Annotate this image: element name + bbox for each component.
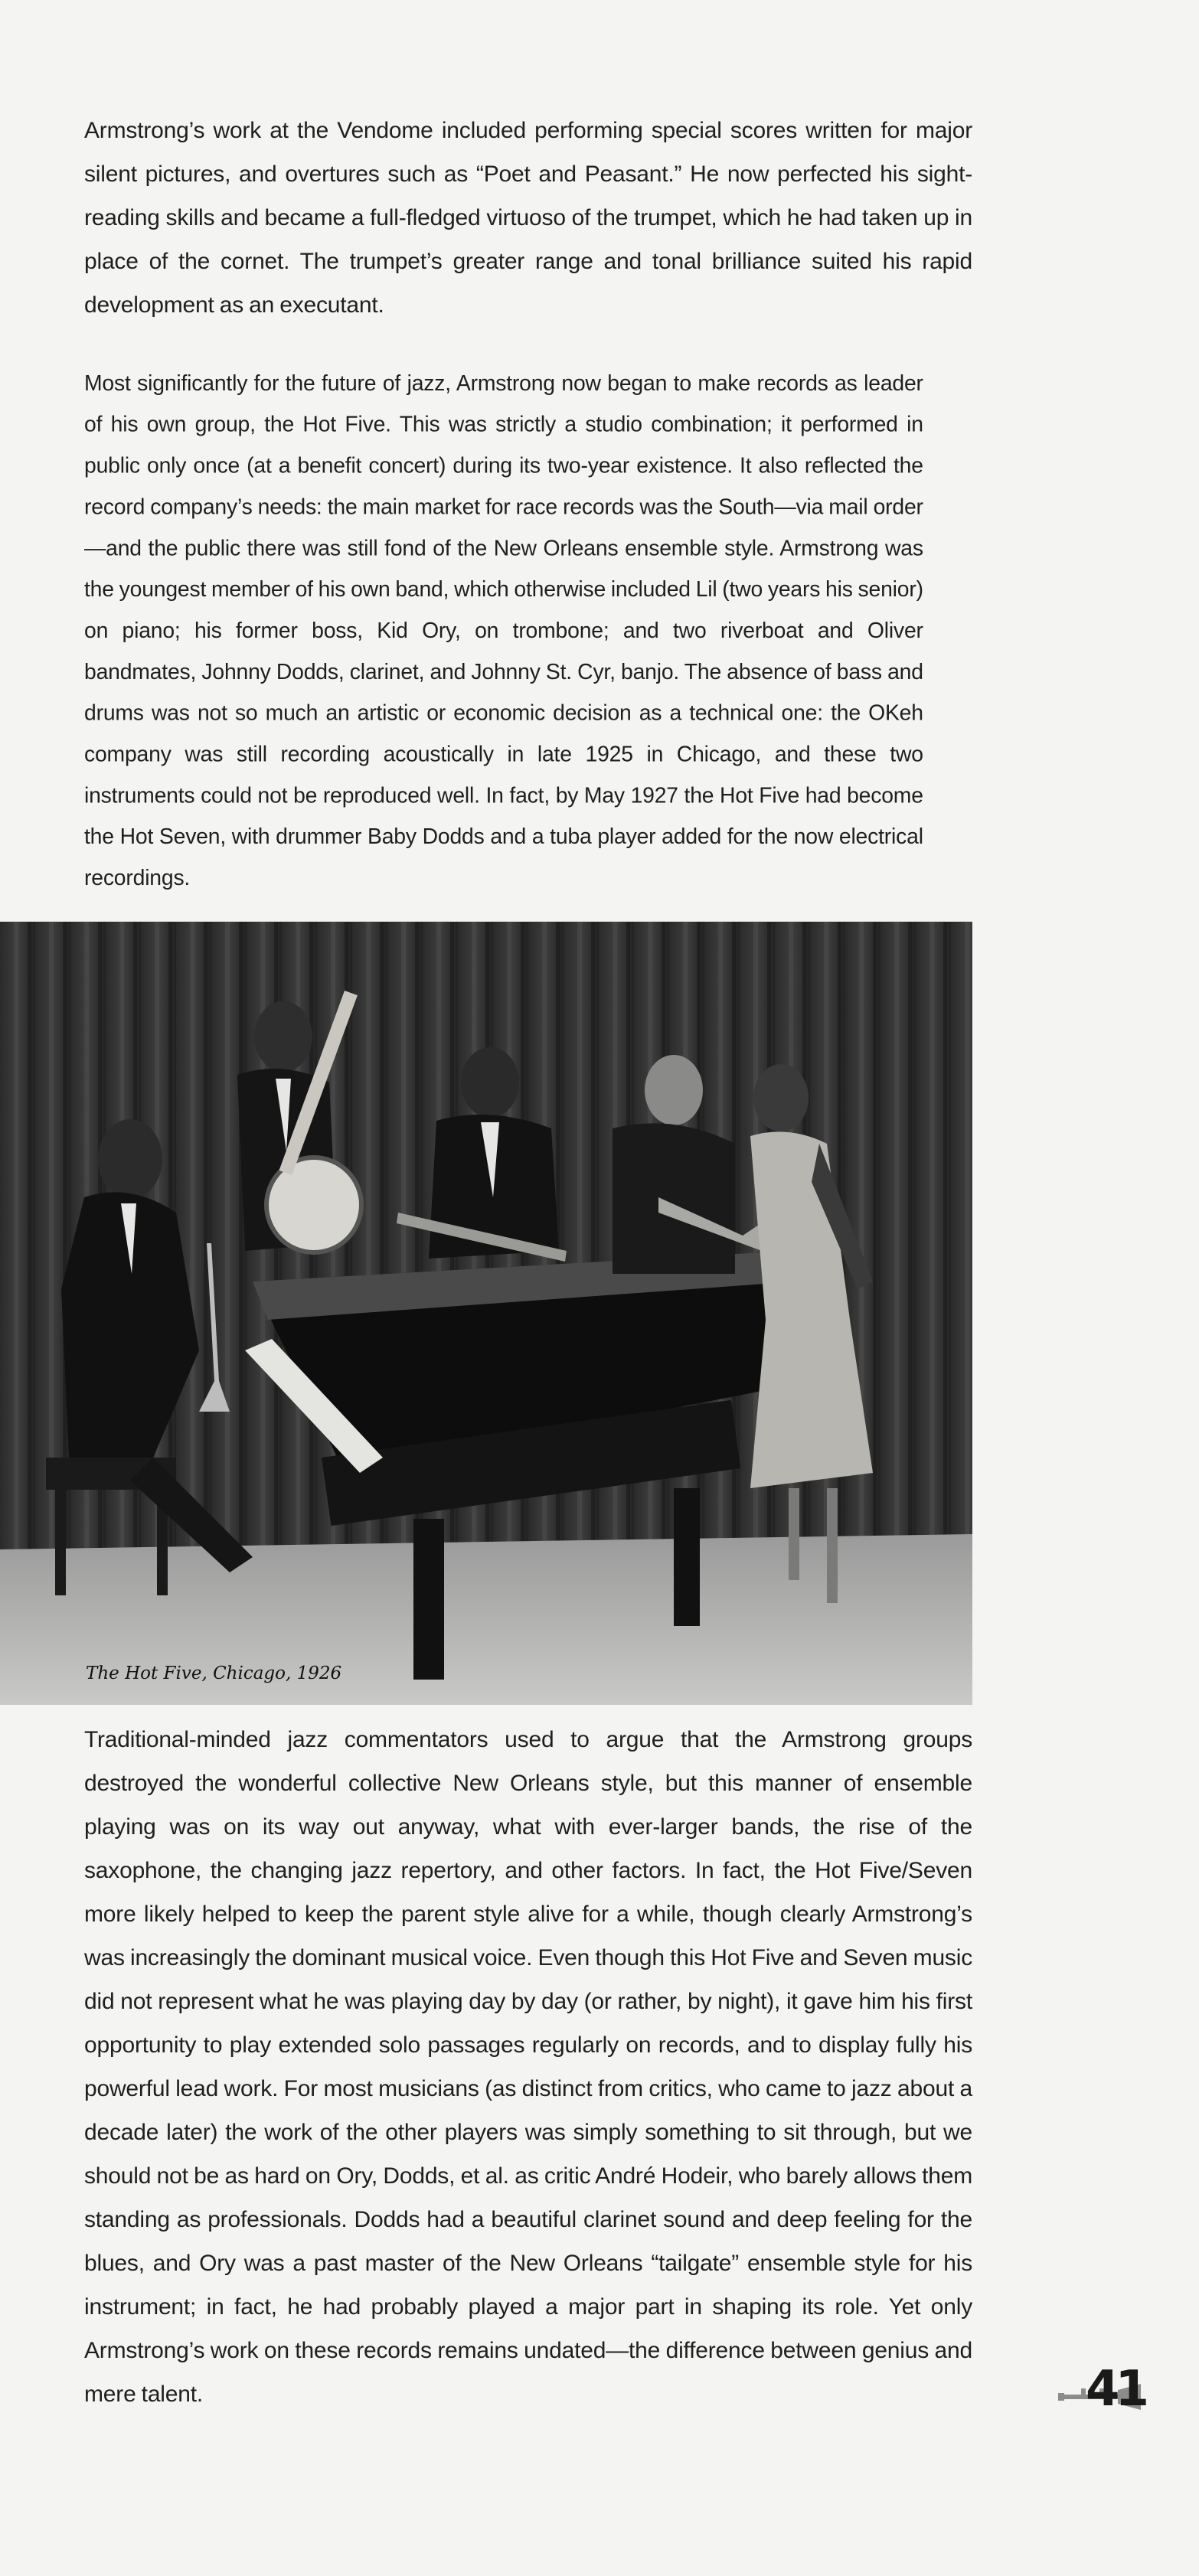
- body-paragraph-vendome: Armstrong’s work at the Vendome included performing special scores written for major silent pictures, and overtures such as “Poet and Peasant.” He now perfected his sight-reading skills and became a full-fledged virtuoso of the trumpet, which he had taken up in place of the cornet. The trumpet’s greater range and tonal brilliance suited his rapid development as an executant.: [84, 118, 972, 318]
- page-folio: [1058, 2361, 1158, 2425]
- body-paragraph-hot-five: Most significantly for the future of jazz, Armstrong now began to make records as leader of his own group, the Hot Five. This was strictly a studio combination; it performed in public only once (at a benefit concert) during its two-year existence. It also reflected the record company’s needs: the main market for race records was the South—via mail order—and the public there was still fond of the New Orleans ensemble style. Armstrong was the youngest member of his own band, which otherwise included Lil (two years his senior) on piano; his former boss, Kid Ory, on trombone; and two riverboat and Oliver bandmates, Johnny Dodds, clarinet, and Johnny St. Cyr, banjo. The absence of bass and drums was not so much an artistic or economic decision as a technical one: the OKeh company was still recording acoustically in late 1925 in Chicago, and these two instruments could not be reproduced well. In fact, by May 1927 the Hot Five had become the Hot Seven, with drummer Baby Dodds and a tuba player added for the now electrical recordings.: [84, 371, 923, 890]
- body-paragraph-commentators: Traditional-minded jazz commentators used to argue that the Armstrong groups destroyed the wonderful collective New Orleans style, but this manner of ensemble playing was on its way out anyway, what with ever-larger bands, the rise of the saxophone, the changing jazz repertory, and other factors. In fact, the Hot Five/Seven more likely helped to keep the parent style alive for a while, though clearly Armstrong’s was increasingly the dominant musical voice. Even though this Hot Five and Seven music did not represent what he was playing day by day (or rather, by night), it gave him his first opportunity to play extended solo passages regularly on records, and to display fully his powerful lead work. For most musicians (as distinct from critics, who came to jazz about a decade later) the work of the other players was simply something to sit through, but we should not be as hard on Ory, Dodds, et al. as critic André Hodeir, who barely allows them standing as professionals. Dodds had a beautiful clarinet sound and deep feeling for the blues, and Ory was a past master of the New Orleans “tailgate” ensemble style for his instrument; in fact, he had probably played a major part in shaping its role. Yet only Armstrong’s work on these records remains undated—the difference between genius and mere talent.: [84, 1727, 972, 2407]
- hot-five-photograph: [0, 922, 972, 1705]
- photo-caption: The Hot Five, Chicago, 1926: [86, 1663, 342, 1683]
- page-number: 41: [1086, 2361, 1145, 2418]
